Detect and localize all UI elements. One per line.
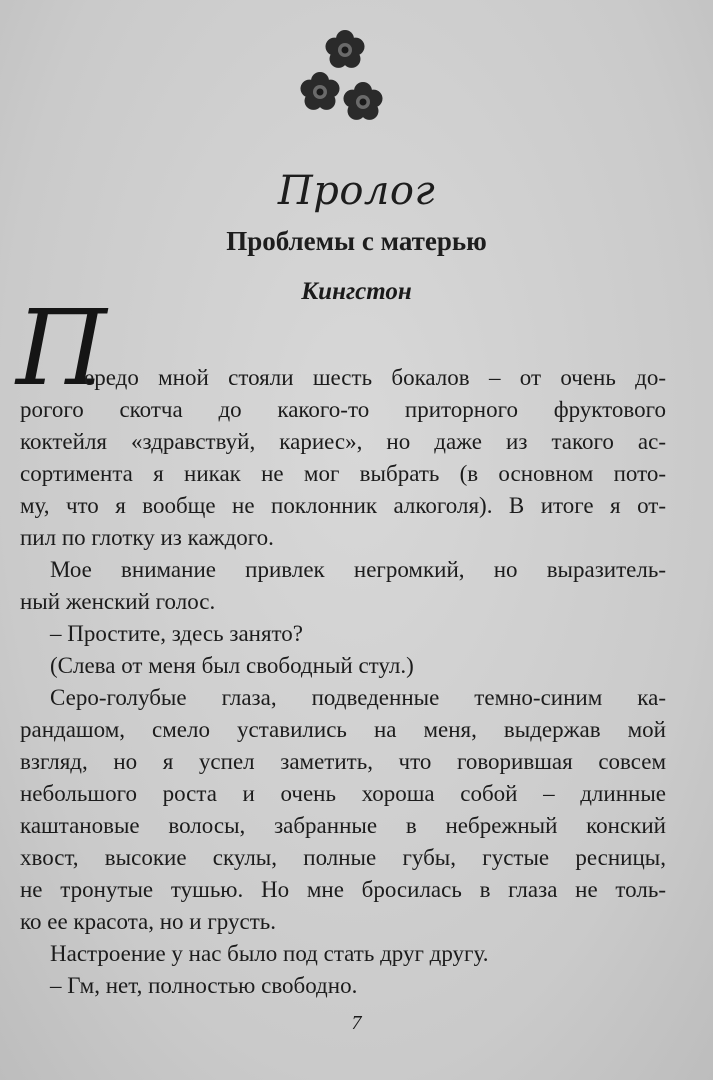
text-line: – Простите, здесь занято? (50, 621, 303, 646)
text-line: рандашом, смело уставились на меня, выдержав мой (20, 717, 666, 742)
text-line: ко ее красота, но и грусть. (20, 909, 276, 934)
text-line: ередо мной стояли шесть бокалов – от очень до- (84, 365, 666, 390)
text-line: небольшого роста и очень хороша собой – длинные (20, 781, 666, 806)
text-line: Настроение у нас было под стать друг другу. (50, 941, 489, 966)
chapter-subtitle: Проблемы с матерью (226, 226, 487, 256)
text-line: сортимента я никак не мог выбрать (в основном пото- (20, 461, 666, 486)
text-line: ный женский голос. (20, 589, 216, 614)
text-line: взгляд, но я успел заметить, что говорившая совсем (20, 749, 666, 774)
text-line: каштановые волосы, забранные в небрежный конский (20, 813, 666, 838)
text-line: рогого скотча до какого-то приторного фруктового (20, 397, 666, 422)
text-line: му, что я вообще не поклонник алкоголя). В итоге я от- (20, 493, 666, 518)
flower-ornament-icon (290, 22, 390, 132)
narrator-name: Кингстон (301, 278, 412, 305)
text-line: Мое внимание привлек негромкий, но выразитель- (50, 557, 666, 582)
text-line: Серо-голубые глаза, подведенные темно-синим ка- (50, 685, 666, 710)
page-number: 7 (351, 1012, 362, 1034)
text-line: пил по глотку из каждого. (20, 525, 274, 550)
chapter-title: Пролог (277, 168, 436, 214)
drop-cap: П (16, 287, 107, 409)
text-line: коктейля «здравствуй, кариес», но даже из такого ас- (20, 429, 666, 454)
text-line: не тронутые тушью. Но мне бросилась в глаза не толь- (20, 877, 666, 902)
text-line: – Гм, нет, полностью свободно. (50, 973, 358, 998)
text-line: (Слева от меня был свободный стул.) (50, 653, 414, 678)
text-line: хвост, высокие скулы, полные губы, густые ресницы, (20, 845, 666, 870)
